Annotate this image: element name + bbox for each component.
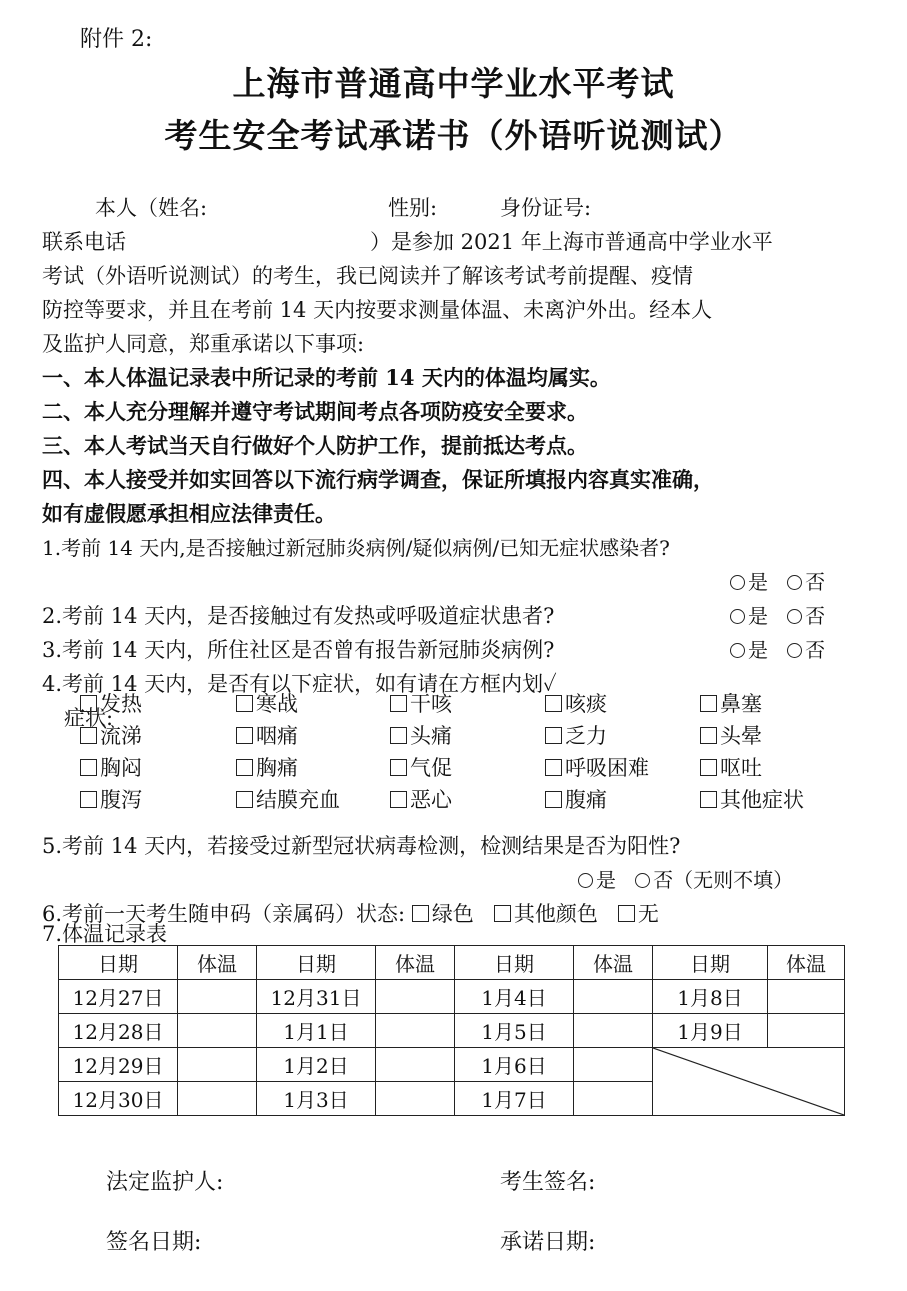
date-cell: 1月5日 [455,1014,574,1048]
symptom-checkbox[interactable] [545,784,607,814]
symptom-checkbox[interactable] [236,688,298,718]
symptom-label: 胸痛 [256,756,298,780]
temp-header: 体温 [574,946,653,980]
q6-none-checkbox[interactable]: 无 [618,902,659,926]
checkbox-icon [236,791,253,808]
date-cell: 1月3日 [257,1082,376,1116]
temp-cell[interactable] [178,1048,257,1082]
symptom-label: 头痛 [410,724,452,748]
symptom-label: 腹泻 [100,788,142,812]
q5-no-radio[interactable]: 否（无则不填） [635,868,793,892]
radio-circle-icon [730,643,745,658]
checkbox-icon [700,727,717,744]
temp-header: 体温 [376,946,455,980]
intro-line4: 防控等要求，并且在考前 14 天内按要求测量体温、未离沪外出。经本人 [42,298,713,322]
symptom-label: 咳痰 [565,692,607,716]
radio-circle-icon [730,575,745,590]
symptom-label: 结膜充血 [256,788,340,812]
q1-yes-radio[interactable]: 是 [730,570,768,594]
checkbox-icon [700,695,717,712]
date-header: 日期 [653,946,768,980]
attachment-label: 附件 2: [80,27,153,52]
date-header: 日期 [257,946,376,980]
question-4: 4.考前 14 天内，是否有以下症状，如有请在方框内划✓ [42,672,557,696]
commitment-4: 四、本人接受并如实回答以下流行病学调查，保证所填报内容真实准确， [42,467,714,492]
checkbox-icon [390,695,407,712]
date-cell: 12月31日 [257,980,376,1014]
checkbox-icon [80,727,97,744]
date-cell: 1月7日 [455,1082,574,1116]
symptom-label: 气促 [410,756,452,780]
symptom-checkbox[interactable] [700,720,762,750]
symptom-label: 呕吐 [720,756,762,780]
q5-options [578,864,793,893]
symptom-checkbox[interactable] [80,784,142,814]
symptom-checkbox[interactable] [80,688,142,718]
symptom-checkbox[interactable] [80,720,142,750]
q1-no-radio[interactable]: 否 [787,570,825,594]
symptom-label: 腹痛 [565,788,607,812]
question-5: 5.考前 14 天内，若接受过新型冠状病毒检测，检测结果是否为阳性? [42,834,681,858]
question-1: 1.考前 14 天内,是否接触过新冠肺炎病例/疑似病例/已知无症状感染者? [42,536,670,560]
symptom-label: 寒战 [256,692,298,716]
intro-name-label: 本人（姓名: [95,196,208,220]
symptom-checkbox[interactable] [80,752,142,782]
symptom-checkbox[interactable] [236,784,340,814]
symptom-label: 乏力 [565,724,607,748]
radio-circle-icon [787,643,802,658]
symptom-label: 干咳 [410,692,452,716]
checkbox-icon [545,695,562,712]
checkbox-icon [236,759,253,776]
intro-line5: 及监护人同意，郑重承诺以下事项: [42,332,365,356]
checkbox-icon [80,695,97,712]
intro-line3: 考试（外语听说测试）的考生，我已阅读并了解该考试考前提醒、疫情 [42,264,693,288]
student-signature-label: 考生签名: [500,1170,596,1195]
checkbox-icon [700,791,717,808]
commitment-3: 三、本人考试当天自行做好个人防护工作，提前抵达考点。 [42,433,588,458]
symptom-checkbox[interactable] [390,688,452,718]
q5-yes-radio[interactable]: 是 [578,868,616,892]
diagonal-line [653,1048,844,1115]
q6-green-checkbox[interactable]: 绿色 [412,902,474,926]
temp-cell[interactable] [178,1014,257,1048]
checkbox-icon [390,791,407,808]
q3-options [730,634,825,663]
temp-cell[interactable] [376,980,455,1014]
symptom-label: 恶心 [410,788,452,812]
symptom-checkbox[interactable] [390,784,452,814]
commitment-4-cont: 如有虚假愿承担相应法律责任。 [42,501,336,526]
checkbox-icon [412,905,429,922]
temp-cell[interactable] [376,1082,455,1116]
date-cell: 1月9日 [653,1014,768,1048]
q6-other-checkbox[interactable]: 其他颜色 [494,902,598,926]
guardian-signature-label: 法定监护人: [106,1170,224,1195]
checkbox-icon [80,791,97,808]
question-7: 7.体温记录表 [42,922,168,946]
symptom-checkbox[interactable] [390,720,452,750]
symptom-checkbox[interactable] [236,720,298,750]
commitment-2: 二、本人充分理解并遵守考试期间考点各项防疫安全要求。 [42,399,588,424]
question-6: 6.考前一天考生随申码（亲属码）状态: 绿色 其他颜色 无 [42,902,659,926]
q2-no-radio[interactable]: 否 [787,604,825,628]
symptom-label: 流涕 [100,724,142,748]
symptom-label: 其他症状 [720,788,804,812]
date-cell: 12月29日 [59,1048,178,1082]
page-title-line1: 上海市普通高中学业水平考试 [232,64,675,103]
temp-cell[interactable] [574,1014,653,1048]
checkbox-icon [80,759,97,776]
page-title-line2: 考生安全考试承诺书（外语听说测试） [164,116,743,155]
symptoms-label: 症状: [64,706,114,730]
table-row [59,980,845,1014]
temp-cell[interactable] [178,980,257,1014]
temperature-table [58,945,845,1116]
table-row [59,1048,845,1082]
temp-cell[interactable] [574,1082,653,1116]
symptom-checkbox[interactable] [700,688,762,718]
date-cell: 12月30日 [59,1082,178,1116]
intro-line2: ）是参加 2021 年上海市普通高中学业水平 [370,230,773,254]
checkbox-icon [390,727,407,744]
checkbox-icon [700,759,717,776]
symptom-checkbox[interactable] [390,752,452,782]
question-2: 2.考前 14 天内，是否接触过有发热或呼吸道症状患者? [42,604,555,628]
radio-circle-icon [578,873,593,888]
symptom-label: 头晕 [720,724,762,748]
checkbox-icon [618,905,635,922]
q3-yes-radio[interactable]: 是 [730,638,768,662]
symptom-label: 呼吸困难 [565,756,649,780]
temp-header: 体温 [178,946,257,980]
date-cell: 1月1日 [257,1014,376,1048]
temp-header: 体温 [768,946,845,980]
symptom-checkbox[interactable] [545,720,607,750]
commitment-1: 一、本人体温记录表中所记录的考前 14 天内的体温均属实。 [42,365,611,390]
symptom-checkbox[interactable] [700,752,762,782]
date-cell: 1月6日 [455,1048,574,1082]
table-header-row [59,946,845,980]
checkbox-icon [236,727,253,744]
symptom-checkbox[interactable] [545,688,607,718]
radio-circle-icon [787,575,802,590]
question-3: 3.考前 14 天内，所住社区是否曾有报告新冠肺炎病例? [42,638,555,662]
checkbox-icon [494,905,511,922]
sign-date-label: 签名日期: [106,1230,202,1255]
temp-cell[interactable] [376,1014,455,1048]
checkbox-icon [545,727,562,744]
table-row [59,1014,845,1048]
intro-gender-label: 性别: [388,196,438,220]
q2-yes-radio[interactable]: 是 [730,604,768,628]
q2-options [730,600,825,629]
date-cell: 1月8日 [653,980,768,1014]
empty-diagonal-cell [653,1048,845,1116]
date-header: 日期 [59,946,178,980]
date-cell: 12月28日 [59,1014,178,1048]
checkbox-icon [545,759,562,776]
intro-phone-label: 联系电话 [42,230,126,254]
symptom-checkbox[interactable] [545,752,649,782]
checkbox-icon [236,695,253,712]
radio-circle-icon [730,609,745,624]
symptom-label: 鼻塞 [720,692,762,716]
date-cell: 12月27日 [59,980,178,1014]
checkbox-icon [545,791,562,808]
temp-cell[interactable] [768,1014,845,1048]
symptom-checkbox[interactable] [700,784,804,814]
radio-circle-icon [787,609,802,624]
temp-cell[interactable] [376,1048,455,1082]
intro-id-label: 身份证号: [500,196,592,220]
q1-options [730,566,825,595]
date-cell: 1月4日 [455,980,574,1014]
temp-cell[interactable] [178,1082,257,1116]
radio-circle-icon [635,873,650,888]
temp-cell[interactable] [574,1048,653,1082]
temp-cell[interactable] [574,980,653,1014]
symptom-label: 发热 [100,692,142,716]
q3-no-radio[interactable]: 否 [787,638,825,662]
symptom-checkbox[interactable] [236,752,298,782]
promise-date-label: 承诺日期: [500,1230,596,1255]
temp-cell[interactable] [768,980,845,1014]
symptom-label: 胸闷 [100,756,142,780]
symptom-label: 咽痛 [256,724,298,748]
date-header: 日期 [455,946,574,980]
date-cell: 1月2日 [257,1048,376,1082]
checkbox-icon [390,759,407,776]
